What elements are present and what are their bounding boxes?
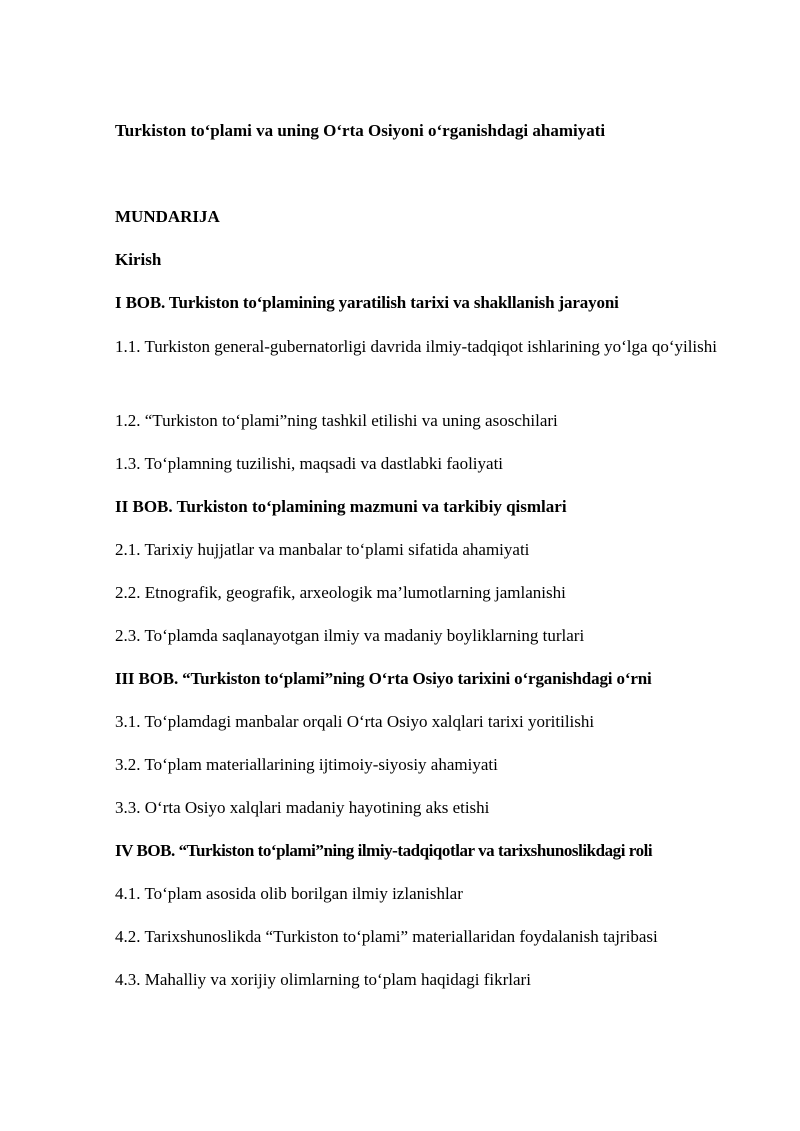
toc-section-2-2: 2.2. Etnografik, geografik, arxeologik ma’lumotlarning jamlanishi (115, 583, 566, 602)
toc-section-4-2: 4.2. Tarixshunoslikda “Turkiston to‘plami” materiallaridan foydalanish tajribasi (115, 927, 658, 946)
toc-section-3-3: 3.3. O‘rta Osiyo xalqlari madaniy hayotining aks etishi (115, 798, 490, 817)
toc-chapter-4: IV BOB. “Turkiston to‘plami”ning ilmiy-tadqiqotlar va tarixshunoslikdagi roli (115, 841, 653, 860)
toc-section-4-1: 4.1. To‘plam asosida olib borilgan ilmiy izlanishlar (115, 884, 463, 903)
toc-section-2-1: 2.1. Tarixiy hujjatlar va manbalar to‘plami sifatida ahamiyati (115, 540, 530, 559)
toc-section-1-3: 1.3. To‘plamning tuzilishi, maqsadi va dastlabki faoliyati (115, 454, 504, 473)
toc-entry-introduction: Kirish (115, 250, 162, 269)
toc-section-1-2: 1.2. “Turkiston to‘plami”ning tashkil etilishi va uning asoschilari (115, 411, 558, 430)
toc-chapter-1: I BOB. Turkiston to‘plamining yaratilish tarixi va shakllanish jarayoni (115, 293, 619, 312)
toc-chapter-3: III BOB. “Turkiston to‘plami”ning O‘rta Osiyo tarixini o‘rganishdagi o‘rni (115, 669, 652, 688)
toc-section-4-3: 4.3. Mahalliy va xorijiy olimlarning to‘plam haqidagi fikrlari (115, 970, 531, 989)
document-title: Turkiston to‘plami va uning O‘rta Osiyoni o‘rganishdagi ahamiyati (115, 121, 606, 140)
toc-section-2-3: 2.3. To‘plamda saqlanayotgan ilmiy va madaniy boyliklarning turlari (115, 626, 585, 645)
toc-section-3-1: 3.1. To‘plamdagi manbalar orqali O‘rta Osiyo xalqlari tarixi yoritilishi (115, 712, 595, 731)
toc-heading: MUNDARIJA (115, 207, 220, 226)
toc-section-1-1: 1.1. Turkiston general-gubernatorligi davrida ilmiy-tadqiqot ishlarining yo‘lga qo‘yilishi (115, 337, 717, 356)
toc-section-3-2: 3.2. To‘plam materiallarining ijtimoiy-siyosiy ahamiyati (115, 755, 498, 774)
toc-chapter-2: II BOB. Turkiston to‘plamining mazmuni va tarkibiy qismlari (115, 497, 567, 516)
